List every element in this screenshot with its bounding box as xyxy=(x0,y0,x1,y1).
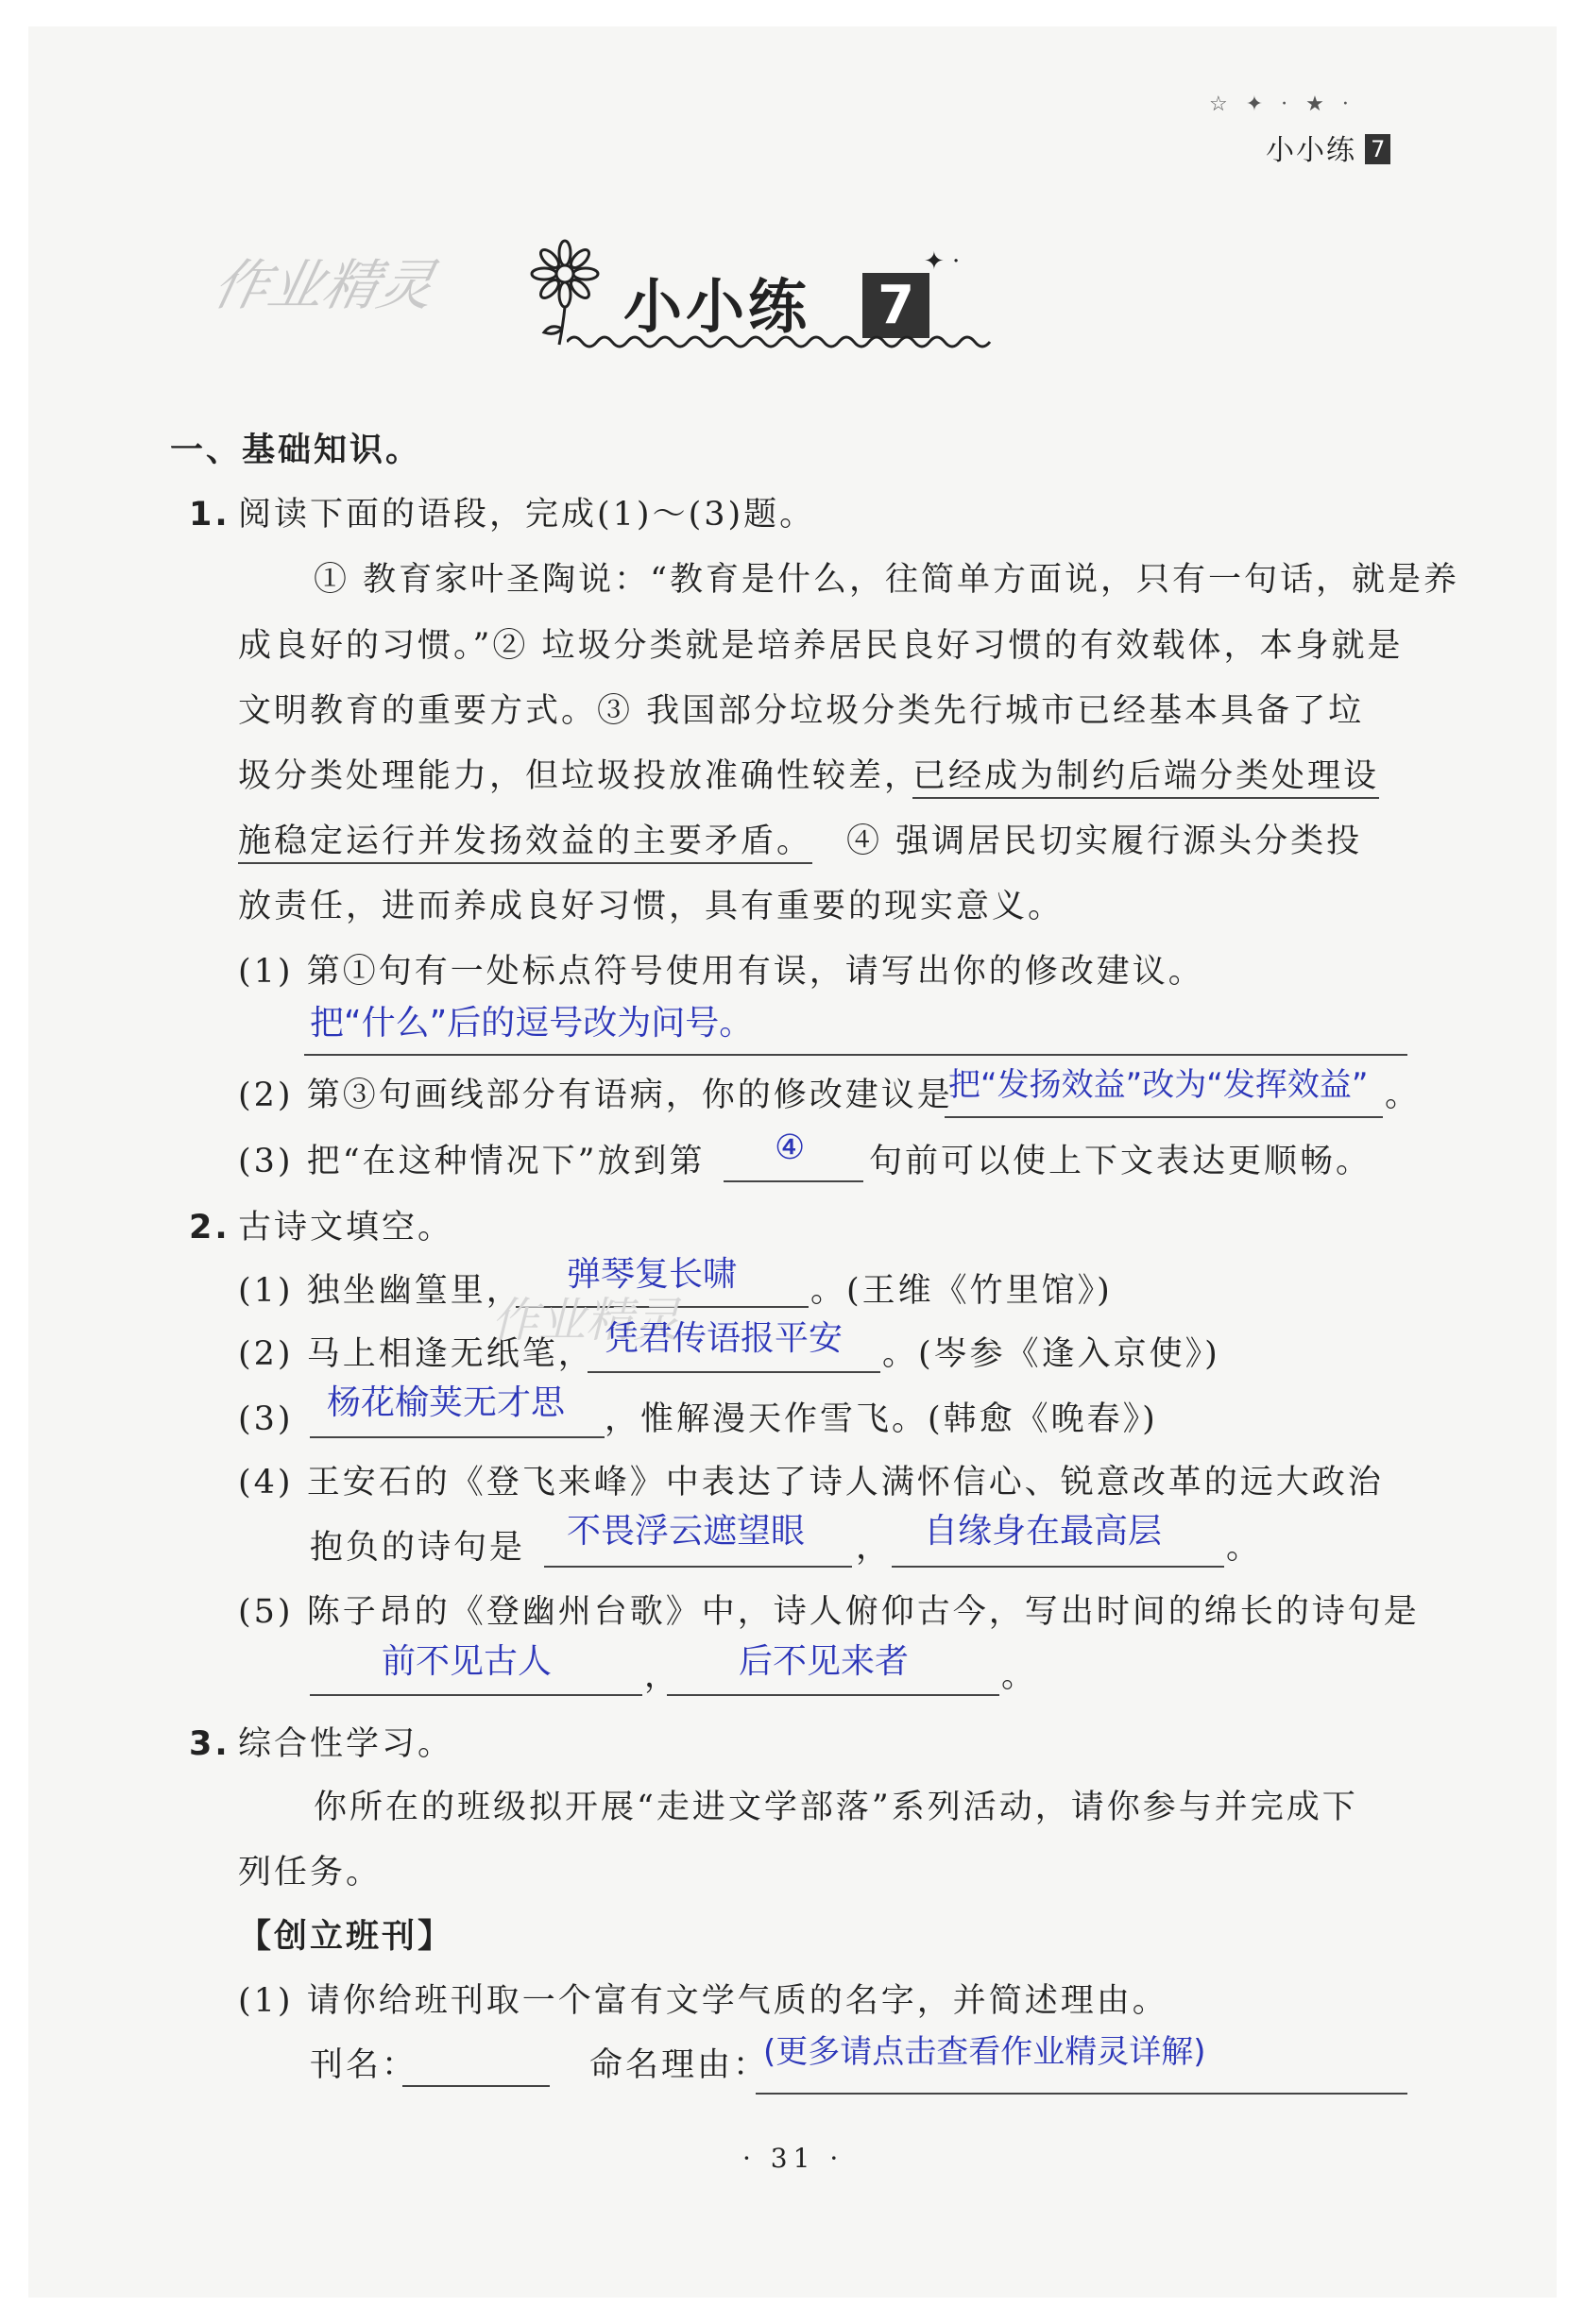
poem-source: 。(岑参《逢入京使》) xyxy=(882,1335,1220,1373)
reason-answer-line xyxy=(756,2093,1407,2095)
poem-line: ，惟解漫天作雪飞。(韩愈《晚春》) xyxy=(605,1400,1158,1438)
handwritten-answer: 把“什么”后的逗号改为问号。 xyxy=(310,1004,754,1043)
answer-line xyxy=(310,1436,605,1438)
corner-header xyxy=(1266,134,1390,165)
poem-line: (2) 马上相逢无纸笔， xyxy=(238,1335,594,1373)
field-label: 命名理由： xyxy=(589,2046,770,2084)
handwritten-answer: 后不见来者 xyxy=(739,1642,910,1681)
answer-line xyxy=(304,1054,1407,1056)
title-number-badge: 7 xyxy=(862,273,929,338)
subquestion: (2) 第③句画线部分有语病，你的修改建议是 xyxy=(238,1077,953,1114)
title-text: 小小练 xyxy=(623,272,811,341)
answer-line xyxy=(945,1116,1383,1118)
handwritten-answer: 弹琴复长啸 xyxy=(567,1255,738,1294)
poem-line: (5) 陈子昂的《登幽州台歌》中，诗人俯仰古今，写出时间的绵长的诗句是 xyxy=(238,1593,1420,1631)
answer-line xyxy=(724,1180,863,1182)
handwritten-answer: 凭君传语报平安 xyxy=(605,1319,844,1358)
paragraph-line: 列任务。 xyxy=(238,1854,383,1891)
corner-label: 小小练 xyxy=(1266,134,1356,167)
corner-number-badge: 7 xyxy=(1365,134,1390,164)
passage-line: 圾分类处理能力，但垃圾投放准确性较差， xyxy=(238,757,921,795)
handwritten-answer: 自缘身在最高层 xyxy=(924,1512,1163,1551)
poem-line: (1) 独坐幽篁里， xyxy=(238,1272,522,1310)
name-answer-line xyxy=(402,2085,550,2087)
question-number: 1. xyxy=(189,496,230,534)
passage-line: 文明教育的重要方式。③ 我国部分垃圾分类先行城市已经基本具备了垃 xyxy=(238,692,1365,730)
paragraph-line: 你所在的班级拟开展“走进文学部落”系列活动，请你参与并完成下 xyxy=(314,1789,1358,1826)
poem-line: 抱负的诗句是 xyxy=(310,1529,526,1567)
subquestion-end: 。 xyxy=(1385,1077,1422,1114)
watermark-text: 作业精灵 xyxy=(491,1293,680,1348)
subquestion: (1) 请你给班刊取一个富有文学气质的名字，并简述理由。 xyxy=(238,1982,1168,2020)
comma: ， xyxy=(856,1529,893,1567)
period: 。 xyxy=(1226,1529,1263,1567)
page-number: · 31 · xyxy=(742,2143,844,2174)
title-wave-underline xyxy=(567,331,992,357)
handwritten-answer: 杨花榆荚无才思 xyxy=(327,1383,566,1422)
answer-line xyxy=(310,1694,642,1696)
answer-line xyxy=(892,1566,1224,1568)
poem-line: (3) xyxy=(238,1400,294,1438)
poem-line: (4) 王安石的《登飞来峰》中表达了诗人满怀信心、锐意改革的远大政治 xyxy=(238,1464,1384,1501)
underlined-sentence: 已经成为制约后端分类处理设 xyxy=(912,760,1379,799)
question-prompt: 古诗文填空。 xyxy=(238,1209,454,1247)
subquestion: 句前可以使上下文表达更顺畅。 xyxy=(869,1143,1372,1180)
section-label: 【创立班刊】 xyxy=(238,1918,454,1956)
passage-line: 放责任，进而养成良好习惯，具有重要的现实意义。 xyxy=(238,888,1065,925)
title-sparkle-icon: ✦ · xyxy=(924,247,961,276)
underlined-sentence: 施稳定运行并发扬效益的主要矛盾。 xyxy=(238,825,812,864)
handwritten-answer-link[interactable]: (更多请点击查看作业精灵详解) xyxy=(763,2033,1206,2071)
corner-stars-decoration: ☆ ✦ · ★ · xyxy=(1209,93,1355,116)
answer-line xyxy=(667,1694,999,1696)
poem-source: 。(王维《竹里馆》) xyxy=(810,1272,1113,1310)
watermark-logo: 作业精灵 xyxy=(207,253,441,317)
passage-line: ① 教育家叶圣陶说：“教育是什么，往简单方面说，只有一句话，就是养 xyxy=(314,561,1460,599)
period: 。 xyxy=(1001,1657,1038,1695)
passage-line: ④ 强调居民切实履行源头分类投 xyxy=(846,823,1363,860)
comma: ， xyxy=(644,1657,681,1695)
answer-line xyxy=(588,1371,880,1373)
subquestion: (3) 把“在这种情况下”放到第 xyxy=(238,1143,706,1180)
question-prompt: 阅读下面的语段，完成(1)～(3)题。 xyxy=(238,496,816,534)
field-label: 刊名： xyxy=(310,2046,418,2084)
section-heading: 一、基础知识。 xyxy=(170,432,422,469)
handwritten-answer: 前不见古人 xyxy=(382,1642,553,1681)
handwritten-answer: 不畏浮云遮望眼 xyxy=(567,1512,806,1551)
passage-line: 成良好的习惯。”② 垃圾分类就是培养居民良好习惯的有效载体，本身就是 xyxy=(238,627,1404,665)
question-number: 3. xyxy=(189,1725,230,1763)
question-number: 2. xyxy=(189,1209,230,1247)
question-prompt: 综合性学习。 xyxy=(238,1725,454,1763)
handwritten-answer: 把“发扬效益”改为“发挥效益” xyxy=(948,1066,1369,1104)
answer-line xyxy=(544,1566,852,1568)
subquestion: (1) 第①句有一处标点符号使用有误，请写出你的修改建议。 xyxy=(238,953,1204,991)
handwritten-answer: ④ xyxy=(775,1128,806,1167)
